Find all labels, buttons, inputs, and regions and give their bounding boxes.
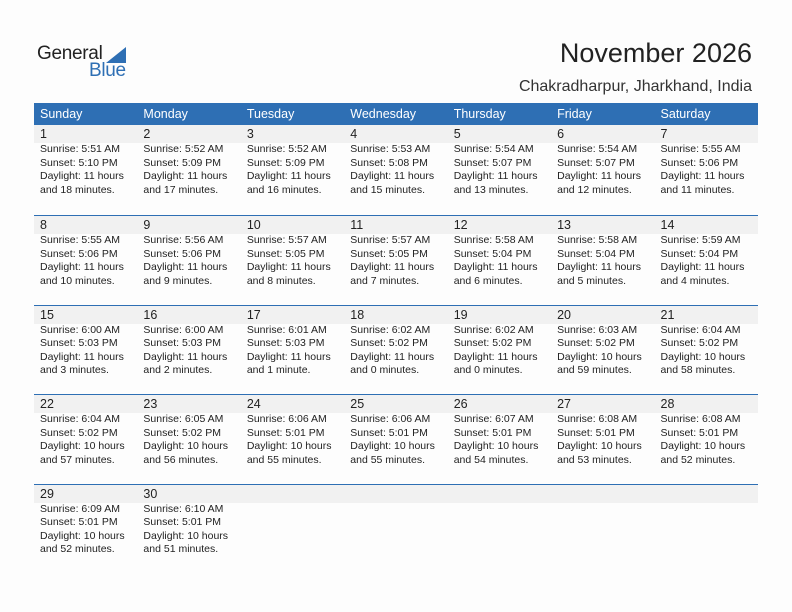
sunset-time: Sunset: 5:01 PM [350, 426, 428, 439]
daylight-hours: Daylight: 11 hours [246, 261, 331, 274]
day-cell [448, 395, 551, 467]
day-number: 22 [40, 397, 54, 411]
daylight-minutes: and 52 minutes. [40, 543, 115, 556]
sunset-time: Sunset: 5:02 PM [557, 337, 635, 350]
day-cell [34, 485, 137, 557]
week-row [34, 394, 758, 484]
day-number: 5 [453, 127, 461, 141]
sunset-time: Sunset: 5:07 PM [453, 156, 532, 169]
daylight-hours: Daylight: 10 hours [143, 529, 229, 542]
day-number: 3 [246, 127, 254, 141]
day-cell [241, 395, 344, 467]
week-days [34, 306, 758, 378]
day-cell [655, 216, 758, 288]
daylight-hours: Daylight: 11 hours [40, 261, 124, 274]
day-cell [34, 306, 137, 378]
daylight-hours: Daylight: 11 hours [143, 350, 228, 363]
daylight-hours: Daylight: 10 hours [246, 440, 332, 453]
day-cell [344, 306, 447, 378]
day-number: 9 [143, 218, 151, 232]
daylight-hours: Daylight: 10 hours [660, 440, 746, 453]
daylight-minutes: and 16 minutes. [246, 183, 322, 196]
sunset-time: Sunset: 5:01 PM [660, 426, 739, 439]
day-cell [137, 216, 240, 288]
daylight-hours: Daylight: 11 hours [246, 170, 331, 183]
day-cell [551, 485, 654, 557]
day-number: 21 [660, 307, 675, 322]
week-row [34, 305, 758, 395]
day-cell [34, 216, 137, 288]
day-number: 29 [40, 486, 54, 501]
sunrise-time: Sunrise: 6:02 AM [350, 323, 431, 336]
daylight-minutes: and 56 minutes. [143, 453, 219, 466]
daylight-hours: Daylight: 11 hours [453, 261, 538, 274]
sunrise-time: Sunrise: 5:58 AM [557, 234, 638, 246]
day-cell [655, 306, 758, 378]
daylight-hours: Daylight: 10 hours [453, 440, 539, 453]
day-number: 7 [660, 127, 668, 141]
weekday-header-sunday: Sunday [40, 107, 83, 121]
weekday-header-thursday: Thursday [453, 107, 506, 121]
daylight-minutes: and 0 minutes. [350, 364, 420, 377]
sunset-time: Sunset: 5:01 PM [557, 426, 635, 439]
sunset-time: Sunset: 5:06 PM [660, 156, 739, 169]
day-cell [241, 306, 344, 378]
sunset-time: Sunset: 5:06 PM [40, 247, 118, 260]
day-cell [137, 395, 240, 467]
daylight-hours: Daylight: 10 hours [40, 440, 125, 453]
sunrise-time: Sunrise: 5:57 AM [246, 234, 327, 246]
daylight-minutes: and 59 minutes. [557, 364, 632, 377]
weekday-header-friday: Friday [557, 107, 592, 121]
sunrise-time: Sunrise: 6:05 AM [143, 413, 224, 425]
weekday-header-wednesday: Wednesday [350, 107, 417, 121]
day-number: 2 [143, 127, 151, 141]
sunset-time: Sunset: 5:01 PM [40, 516, 118, 529]
daylight-hours: Daylight: 10 hours [557, 440, 642, 453]
day-cell [448, 216, 551, 288]
daylight-hours: Daylight: 11 hours [143, 170, 228, 183]
sunrise-time: Sunrise: 6:03 AM [557, 323, 638, 336]
sunset-time: Sunset: 5:03 PM [143, 337, 222, 350]
daylight-hours: Daylight: 10 hours [143, 440, 229, 453]
sunset-time: Sunset: 5:03 PM [246, 337, 325, 350]
day-number: 18 [350, 307, 365, 322]
day-number: 15 [40, 307, 54, 322]
week-days [34, 216, 758, 288]
sunset-time: Sunset: 5:03 PM [40, 337, 118, 350]
sunset-time: Sunset: 5:01 PM [246, 426, 325, 439]
daylight-minutes: and 1 minute. [246, 364, 311, 377]
sunrise-time: Sunrise: 5:55 AM [660, 143, 741, 155]
day-number: 17 [246, 307, 261, 322]
daylight-hours: Daylight: 11 hours [40, 170, 124, 183]
day-number: 10 [246, 218, 261, 232]
daylight-minutes: and 53 minutes. [557, 453, 632, 466]
day-number: 6 [557, 127, 565, 141]
sunrise-time: Sunrise: 6:00 AM [143, 323, 224, 336]
sunrise-time: Sunrise: 6:01 AM [246, 323, 327, 336]
day-number: 8 [40, 218, 47, 232]
daylight-hours: Daylight: 11 hours [557, 261, 641, 274]
daylight-hours: Daylight: 10 hours [40, 529, 125, 542]
day-number: 24 [246, 397, 261, 411]
sunset-time: Sunset: 5:01 PM [143, 516, 222, 529]
day-cell [448, 306, 551, 378]
daylight-minutes: and 52 minutes. [660, 453, 736, 466]
sunrise-time: Sunrise: 5:52 AM [246, 143, 327, 155]
sunrise-time: Sunrise: 6:00 AM [40, 323, 120, 336]
day-number: 30 [143, 486, 158, 501]
day-number: 25 [350, 397, 365, 411]
daylight-hours: Daylight: 10 hours [557, 350, 642, 363]
week-days [34, 395, 758, 467]
sunset-time: Sunset: 5:01 PM [453, 426, 532, 439]
day-cell [551, 125, 654, 197]
daylight-minutes: and 8 minutes. [246, 274, 316, 287]
day-number: 23 [143, 397, 158, 411]
daylight-minutes: and 0 minutes. [453, 364, 523, 377]
sunrise-time: Sunrise: 5:54 AM [557, 143, 638, 155]
daylight-minutes: and 57 minutes. [40, 453, 115, 466]
day-cell [344, 395, 447, 467]
sunrise-time: Sunrise: 6:09 AM [40, 502, 120, 515]
day-cell [344, 485, 447, 557]
sunset-time: Sunset: 5:02 PM [660, 337, 739, 350]
sunset-time: Sunset: 5:02 PM [350, 337, 428, 350]
daylight-hours: Daylight: 11 hours [453, 350, 538, 363]
daylight-hours: Daylight: 11 hours [350, 261, 435, 274]
sunset-time: Sunset: 5:06 PM [143, 247, 222, 260]
daylight-minutes: and 5 minutes. [557, 274, 626, 287]
day-number: 13 [557, 218, 572, 232]
weekday-header-monday: Monday [143, 107, 188, 121]
weeks-container [34, 125, 758, 573]
day-number: 27 [557, 397, 572, 411]
daylight-minutes: and 58 minutes. [660, 364, 736, 377]
sunrise-time: Sunrise: 6:10 AM [143, 502, 224, 515]
week-days [34, 125, 758, 197]
sunset-time: Sunset: 5:07 PM [557, 156, 635, 169]
weekday-header-row [34, 103, 758, 125]
day-cell [241, 485, 344, 557]
page-title: November 2026 [559, 38, 752, 68]
sunrise-time: Sunrise: 5:59 AM [660, 234, 741, 246]
daylight-minutes: and 15 minutes. [350, 183, 425, 196]
weekday-header-tuesday: Tuesday [246, 107, 295, 121]
week-row [34, 215, 758, 305]
day-cell [344, 125, 447, 197]
day-cell [241, 216, 344, 288]
sunset-time: Sunset: 5:08 PM [350, 156, 428, 169]
daylight-hours: Daylight: 11 hours [557, 170, 641, 183]
day-cell [34, 395, 137, 467]
daylight-minutes: and 6 minutes. [453, 274, 523, 287]
day-cell [655, 125, 758, 197]
daylight-minutes: and 17 minutes. [143, 183, 219, 196]
sunset-time: Sunset: 5:04 PM [557, 247, 635, 260]
sunrise-time: Sunrise: 6:04 AM [660, 323, 741, 336]
sunset-time: Sunset: 5:02 PM [143, 426, 222, 439]
day-cell [241, 125, 344, 197]
daylight-minutes: and 7 minutes. [350, 274, 420, 287]
sunrise-time: Sunrise: 6:07 AM [453, 413, 534, 425]
daylight-minutes: and 51 minutes. [143, 543, 219, 556]
daylight-hours: Daylight: 11 hours [40, 350, 124, 363]
daylight-minutes: and 18 minutes. [40, 183, 115, 196]
sunset-time: Sunset: 5:05 PM [246, 247, 325, 260]
daylight-hours: Daylight: 11 hours [453, 170, 538, 183]
week-days [34, 485, 758, 557]
day-number: 19 [453, 307, 468, 322]
sunset-time: Sunset: 5:04 PM [453, 247, 532, 260]
sunrise-time: Sunrise: 5:52 AM [143, 143, 224, 155]
daylight-minutes: and 55 minutes. [246, 453, 322, 466]
sunrise-time: Sunrise: 5:55 AM [40, 234, 120, 246]
sunrise-time: Sunrise: 5:56 AM [143, 234, 224, 246]
sunrise-time: Sunrise: 6:06 AM [246, 413, 327, 425]
sunrise-time: Sunrise: 6:04 AM [40, 413, 120, 425]
day-cell [137, 306, 240, 378]
sunrise-time: Sunrise: 6:08 AM [660, 413, 741, 425]
sunset-time: Sunset: 5:09 PM [143, 156, 222, 169]
day-number: 20 [557, 307, 572, 322]
daylight-hours: Daylight: 10 hours [660, 350, 746, 363]
day-cell [137, 485, 240, 557]
daylight-hours: Daylight: 11 hours [143, 261, 228, 274]
day-number [350, 485, 447, 503]
day-number: 26 [453, 397, 468, 411]
week-row [34, 484, 758, 574]
weekday-header-saturday: Saturday [660, 107, 711, 121]
day-cell [655, 395, 758, 467]
day-number: 14 [660, 218, 675, 232]
day-cell [551, 216, 654, 288]
day-number [247, 485, 344, 503]
daylight-minutes: and 12 minutes. [557, 183, 632, 196]
week-row [34, 125, 758, 215]
day-number: 28 [660, 397, 675, 411]
daylight-minutes: and 13 minutes. [453, 183, 529, 196]
sunset-time: Sunset: 5:02 PM [453, 337, 532, 350]
daylight-hours: Daylight: 11 hours [660, 261, 745, 274]
day-cell [551, 395, 654, 467]
generalblue-logo [37, 43, 137, 83]
sunset-time: Sunset: 5:04 PM [660, 247, 739, 260]
location-subtitle: Chakradharpur, Jharkhand, India [518, 78, 752, 95]
daylight-hours: Daylight: 10 hours [350, 440, 435, 453]
day-number: 4 [350, 127, 358, 141]
day-number: 11 [350, 218, 364, 232]
sunrise-time: Sunrise: 5:53 AM [350, 143, 431, 155]
daylight-minutes: and 3 minutes. [40, 364, 109, 377]
sunrise-time: Sunrise: 5:57 AM [350, 234, 431, 246]
day-cell [34, 125, 137, 197]
daylight-minutes: and 10 minutes. [40, 274, 115, 287]
daylight-minutes: and 54 minutes. [453, 453, 529, 466]
daylight-hours: Daylight: 11 hours [350, 350, 435, 363]
day-number [661, 485, 758, 503]
day-cell [655, 485, 758, 557]
sunset-time: Sunset: 5:02 PM [40, 426, 118, 439]
logo-text-blue: Blue [89, 60, 126, 81]
daylight-hours: Daylight: 11 hours [350, 170, 435, 183]
calendar-grid [34, 103, 758, 573]
day-number [454, 485, 551, 503]
sunrise-time: Sunrise: 6:06 AM [350, 413, 431, 425]
sunset-time: Sunset: 5:10 PM [40, 156, 118, 169]
day-cell [448, 125, 551, 197]
daylight-hours: Daylight: 11 hours [246, 350, 331, 363]
daylight-minutes: and 9 minutes. [143, 274, 213, 287]
sunrise-time: Sunrise: 5:51 AM [40, 143, 120, 155]
sunrise-time: Sunrise: 5:58 AM [453, 234, 534, 246]
sunset-time: Sunset: 5:05 PM [350, 247, 428, 260]
sunset-time: Sunset: 5:09 PM [246, 156, 325, 169]
sunrise-time: Sunrise: 6:02 AM [453, 323, 534, 336]
daylight-minutes: and 55 minutes. [350, 453, 425, 466]
sunrise-time: Sunrise: 5:54 AM [453, 143, 534, 155]
day-number [557, 485, 654, 503]
sunrise-time: Sunrise: 6:08 AM [557, 413, 638, 425]
daylight-minutes: and 2 minutes. [143, 364, 213, 377]
daylight-minutes: and 4 minutes. [660, 274, 730, 287]
logo-text-general: General [37, 43, 103, 64]
daylight-minutes: and 11 minutes. [660, 183, 735, 196]
day-cell [137, 125, 240, 197]
day-number: 1 [40, 127, 47, 141]
day-cell [551, 306, 654, 378]
day-cell [448, 485, 551, 557]
daylight-hours: Daylight: 11 hours [660, 170, 745, 183]
day-number: 12 [453, 218, 468, 232]
day-number: 16 [143, 307, 158, 322]
day-cell [344, 216, 447, 288]
